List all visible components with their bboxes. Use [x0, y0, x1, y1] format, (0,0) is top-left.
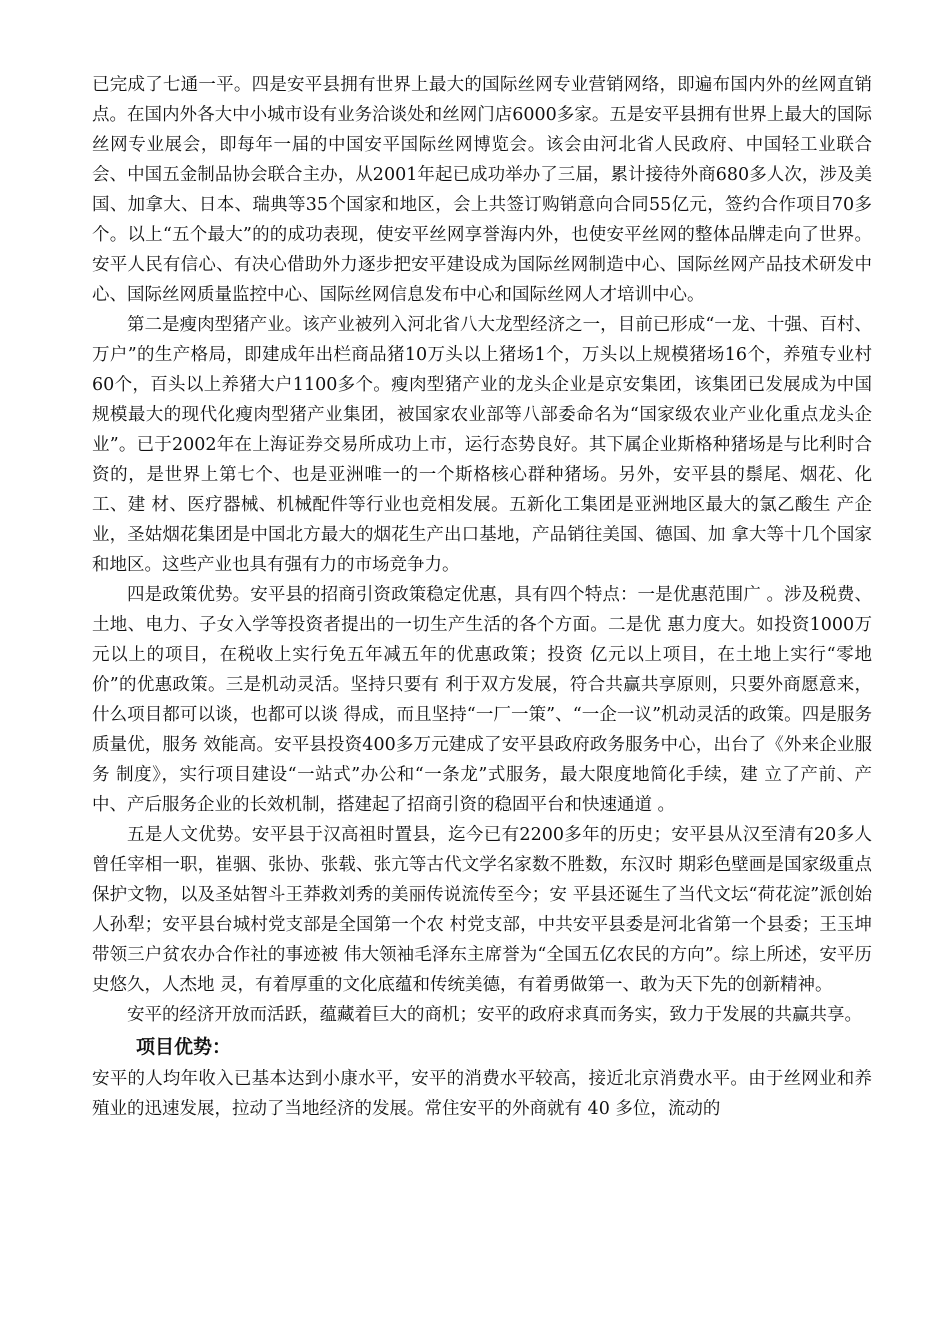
paragraph-lean-pig-industry: 第二是瘦肉型猪产业。该产业被列入河北省八大龙型经济之一，目前已形成“一龙、十强、百村、万户”的生产格局，即建成年出栏商品猪10万头以上猪场1个，万头以上规模猪场16个，养殖专业村60个，百头以上养猪大户1100多个。瘦肉型猪产业的龙头企业是京安集团，该集团已发展成为中国规模最大的现代化瘦肉型猪产业集团，被国家农业部等八部委命名为“国家级农业产业化重点龙头企业”。已于2002年在上海证券交易所成功上市，运行态势良好。其下属企业斯格种猪场是与比利时合资的，是世界上第七个、也是亚洲唯一的一个斯格核心群种猪场。另外，安平县的鬃尾、烟花、化工、建 材、医疗器械、机械配件等行业也竞相发展。五新化工集团是亚洲地区最大的氯乙酸生 产企业，圣姑烟花集团是中国北方最大的烟花生产出口基地，产品销往美国、德国、加 拿大等十几个国家和地区。这些产业也具有强有力的市场竞争力。: [92, 315, 872, 575]
paragraph-cultural-advantage: 五是人文优势。安平县于汉高祖时置县，迄今已有2200多年的历史；安平县从汉至清有20多人曾任宰相一职，崔骃、张协、张载、张亢等古代文学名家数不胜数，东汉时 期彩色壁画是国家级重点保护文物，以及圣姑智斗王莽救刘秀的美丽传说流传至今；安 平县还诞生了当代文坛“荷花淀”派创始人孙犁；安平县台城村党支部是全国第一个农 村党支部，中共安平县委是河北省第一个县委；王玉坤带领三户贫农办合作社的事迹被 伟大领袖毛泽东主席誉为“全国五亿农民的方向”。综上所述，安平历史悠久，人杰地 灵，有着厚重的文化底蕴和传统美德，有着勇做第一、敢为天下先的创新精神。: [92, 825, 872, 995]
paragraph-silk-net: 已完成了七通一平。四是安平县拥有世界上最大的国际丝网专业营销网络，即遍布国内外的丝网直销点。在国内外各大中小城市设有业务洽谈处和丝网门店6000多家。五是安平县拥有世界上最大的国际丝网专业展会，即每年一届的中国安平国际丝网博览会。该会由河北省人民政府、中国轻工业联合会、中国五金制品协会联合主办，从2001年起已成功举办了三届，累计接待外商680多人次，涉及美国、加拿大、日本、瑞典等35个国家和地区，会上共签订购销意向合同55亿元，签约合作项目70多个。以上“五个最大”的的成功表现，使安平丝网享誉海内外，也使安平丝网的整体品牌走向了世界。安平人民有信心、有决心借助外力逐步把安平建设成为国际丝网制造中心、国际丝网产品技术研发中心、国际丝网质量监控中心、国际丝网信息发布中心和国际丝网人才培训中心。: [92, 75, 872, 305]
document-page: [92, 70, 872, 1124]
paragraph-policy-advantage: 四是政策优势。安平县的招商引资政策稳定优惠，具有四个特点：一是优惠范围广 。涉及税费、土地、电力、子女入学等投资者提出的一切生产生活的各个方面。二是优 惠力度大。如投资1000万元以上的项目，在税收上实行免五年减五年的优惠政策；投资 亿元以上项目，在土地上实行“零地价”的优惠政策。三是机动灵活。坚持只要有 利于双方发展，符合共赢共享原则，只要外商愿意来，什么项目都可以谈，也都可以谈 得成，而且坚持“一厂一策”、“一企一议”机动灵活的政策。四是服务质量优，服务 效能高。安平县投资400多万元建成了安平县政府政务服务中心，出台了《外来企业服务 制度》，实行项目建设“一站式”办公和“一条龙”式服务，最大限度地简化手续，建 立了产前、产中、产后服务企业的长效机制，搭建起了招商引资的稳固平台和快速通道 。: [92, 585, 872, 815]
paragraph-summary: 安平的经济开放而活跃，蕴藏着巨大的商机；安平的政府求真而务实，致力于发展的共赢共享。: [127, 1005, 862, 1025]
section-heading: 项目优势：: [136, 1036, 232, 1058]
paragraph-project-advantage: 安平的人均年收入已基本达到小康水平，安平的消费水平较高，接近北京消费水平。由于丝网业和养殖业的迅速发展，拉动了当地经济的发展。常住安平的外商就有 40 多位，流动的: [92, 1069, 872, 1119]
